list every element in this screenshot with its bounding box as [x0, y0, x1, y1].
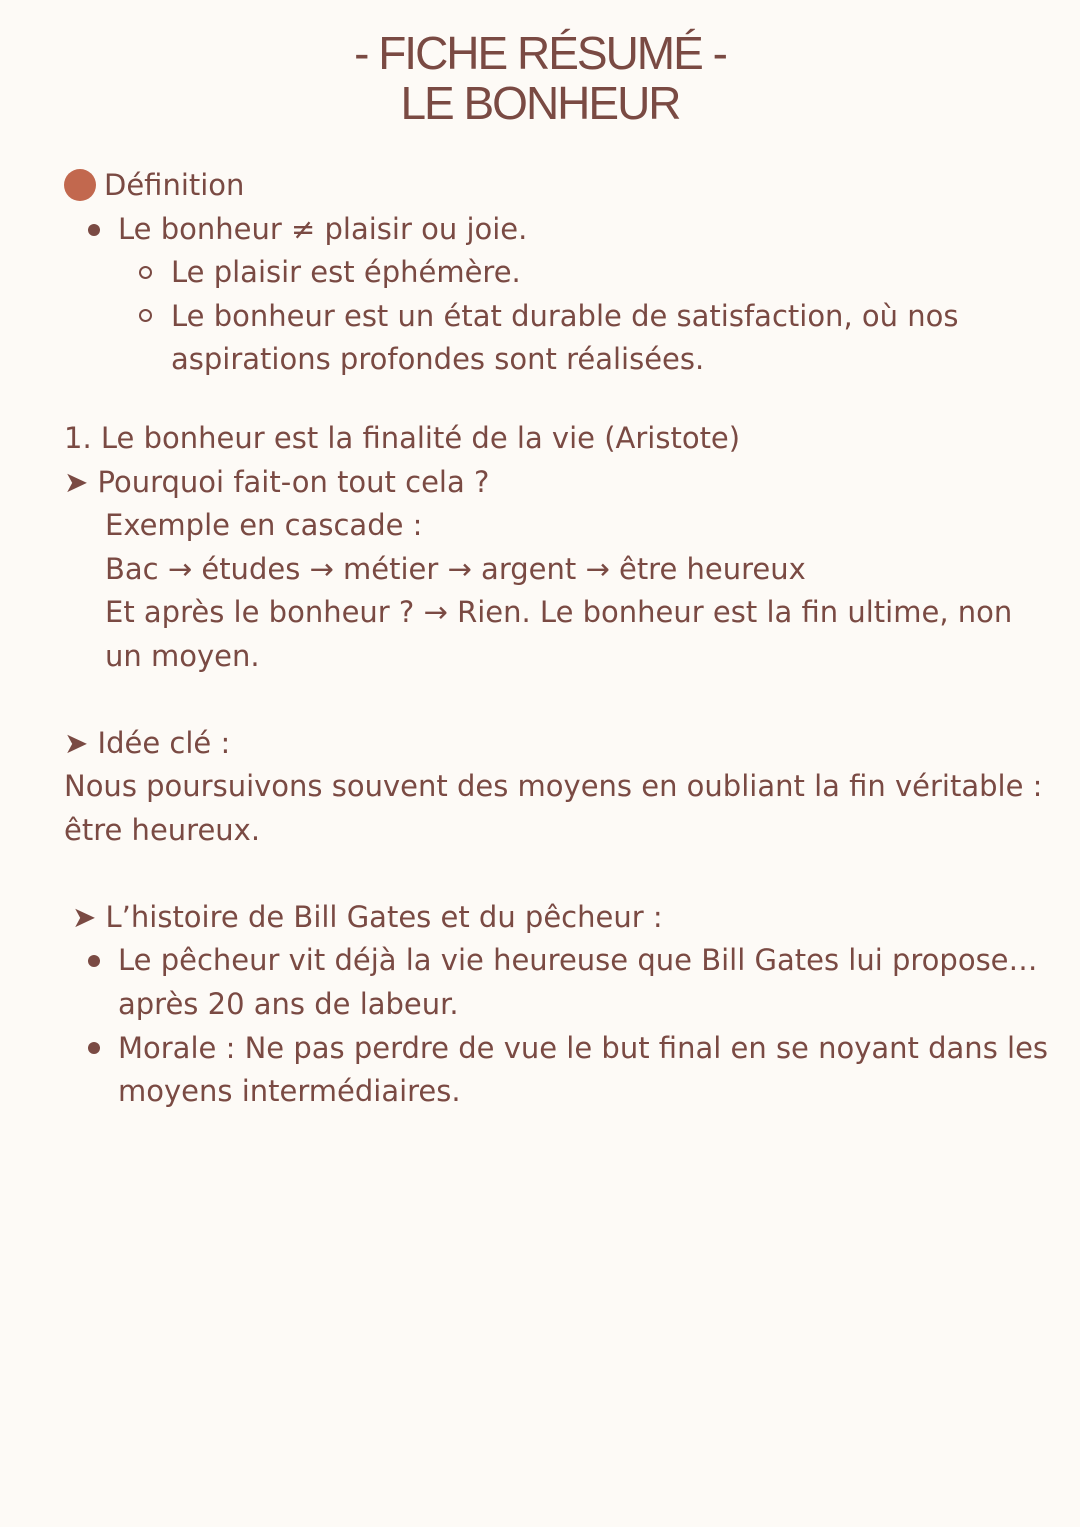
definition-main: Le bonheur ≠ plaisir ou joie.	[118, 212, 528, 246]
bullet-icon	[88, 955, 100, 967]
key-idea-text-line1: Nous poursuivons souvent des moyens en oubliant la fin véritable :	[64, 769, 1043, 803]
sub-bullet-icon	[139, 266, 152, 279]
section1-question: ➤ Pourquoi fait-on tout cela ?	[64, 465, 490, 499]
section1-heading: 1. Le bonheur est la finalité de la vie (Aristote)	[64, 421, 741, 455]
section1-after-line1: Et après le bonheur ? → Rien. Le bonheur est la fin ultime, non	[105, 595, 1013, 629]
section-dot-icon	[64, 169, 96, 201]
definition-sub2-line2: aspirations profondes sont réalisées.	[171, 342, 705, 376]
section1-after-line2: un moyen.	[105, 639, 260, 673]
key-idea-text-line2: être heureux.	[64, 813, 261, 847]
bullet-icon	[88, 224, 100, 236]
story-bullet2-line1: Morale : Ne pas perdre de vue le but final en se noyant dans les	[118, 1031, 1049, 1065]
definition-sub2-line1: Le bonheur est un état durable de satisfaction, où nos	[171, 299, 959, 333]
story-bullet1-line1: Le pêcheur vit déjà la vie heureuse que Bill Gates lui propose…	[118, 943, 1038, 977]
key-idea-heading: ➤ Idée clé :	[64, 726, 231, 760]
story-heading: ➤ L’histoire de Bill Gates et du pêcheur :	[72, 900, 663, 934]
section1-chain: Bac → études → métier → argent → être heureux	[105, 552, 806, 586]
definition-heading: Définition	[104, 168, 245, 202]
section1-example-label: Exemple en cascade :	[105, 508, 423, 542]
bullet-icon	[88, 1042, 100, 1054]
page-title-line1: - FICHE RÉSUMÉ -	[354, 27, 726, 79]
story-bullet1-line2: après 20 ans de labeur.	[118, 987, 459, 1021]
story-bullet2-line2: moyens intermédiaires.	[118, 1074, 461, 1108]
sub-bullet-icon	[139, 309, 152, 322]
page-title-line2: LE BONHEUR	[400, 77, 680, 129]
definition-sub1: Le plaisir est éphémère.	[171, 255, 521, 289]
